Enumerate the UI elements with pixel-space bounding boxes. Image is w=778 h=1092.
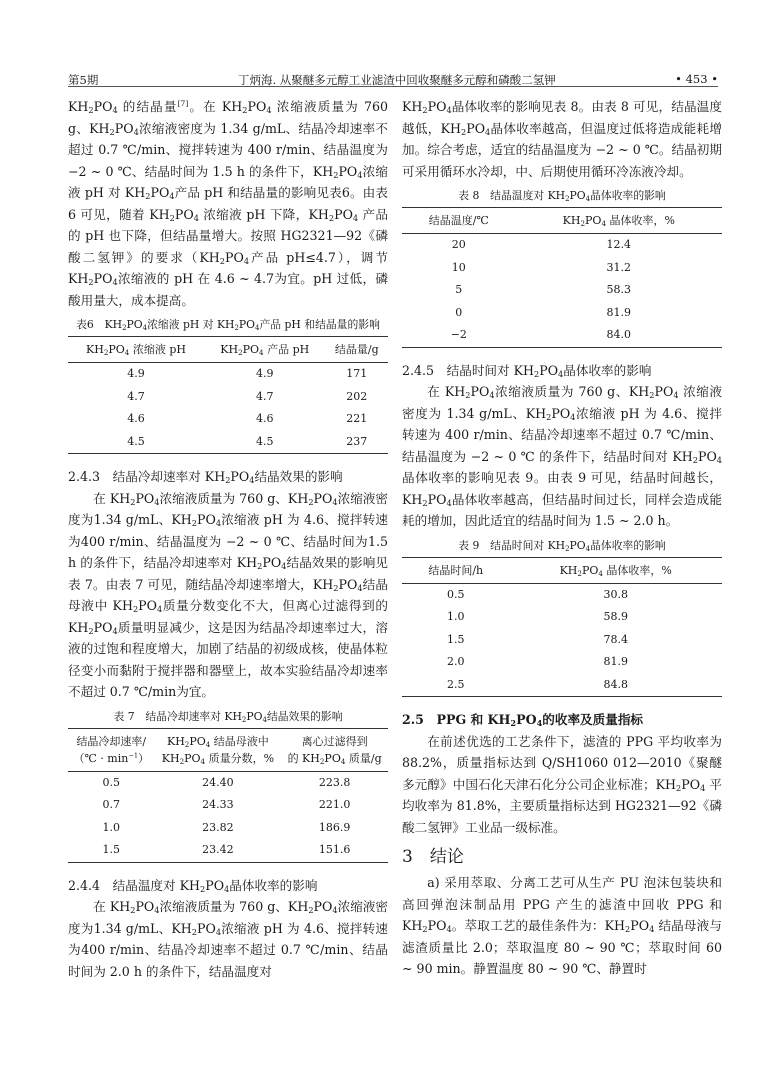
table-cell: 202 — [346, 389, 368, 403]
table-cell: 31.2 — [606, 260, 632, 274]
table-cell: 0.7 — [102, 798, 121, 811]
table-cell: 186.9 — [318, 820, 351, 834]
table6-header: $KH_2PO_4$ 浓缩液 pH — [86, 343, 186, 357]
table8-row — [402, 324, 722, 347]
header-rule — [68, 86, 718, 87]
table9-row — [402, 606, 722, 629]
table-cell: 4.5 — [256, 434, 274, 448]
left-column — [68, 96, 388, 982]
table9-row — [402, 674, 722, 697]
table7-header-mass-fraction: $KH_2PO_4$ 结晶母液中 $KH_2PO_4$ 质量分数，% — [161, 734, 275, 766]
table7-header-mass: 离心过滤得到 的 $KH_2PO_4$ 质量/g — [287, 734, 382, 766]
right-column — [402, 96, 722, 980]
table-cell: 1.5 — [446, 632, 465, 646]
table-cell: 0.5 — [446, 587, 465, 601]
paragraph-temperature-cont: $KH_2PO_4$晶体收率的影响见表 8。由表 8 可见，结晶温度越低，$KH_2PO_4$晶体收率越高，但温度过低将造成能耗增加。综合考虑，适宜的结晶温度为 −2 ~ 0 ℃。结晶初期可采用循环水冷却，中、后期使用循环冷冻液冷却。 — [402, 99, 722, 179]
table7 — [68, 728, 388, 863]
table6-row — [68, 363, 388, 386]
table9-header-row — [402, 557, 722, 583]
table8-row — [402, 257, 722, 280]
table8-header: 结晶温度/℃ — [428, 214, 489, 227]
table7-row — [68, 794, 388, 817]
table6-row — [68, 386, 388, 409]
table-cell: 12.4 — [606, 238, 632, 251]
table9 — [402, 557, 722, 698]
table-cell: 171 — [346, 367, 368, 380]
table6-header: $KH_2PO_4$ 产品 pH — [220, 343, 310, 357]
table-cell: 151.6 — [318, 843, 351, 856]
table8-row — [402, 234, 722, 257]
paragraph-yield: 在前述优选的工艺条件下，滤渣的 PPG 平均收率为 88.2%，质量指标达到 Q/SH1060 012—2010《聚醚多元醇》中国石化天津石化分公司企业标准；$KH_2PO_4$ 平均收率为 81.8%，主要质量指标达到 HG2321—92《磷酸二氢钾》工业品一级标准。 — [402, 733, 722, 835]
table-cell: 23.82 — [202, 820, 234, 834]
table9-caption: 表 9 结晶时间对 $KH_2PO_4$晶体收率的影响 — [458, 538, 666, 553]
paragraph-temperature: 在 $KH_2PO_4$浓缩液质量为 760 g、$KH_2PO_4$浓缩液密度为1.34 g/mL、$KH_2PO_4$浓缩液 pH 为 4.6、搅拌转速为400 r/min、结晶冷却速率不超过 0.7 ℃/min、结晶时间为 2.0 h 的条件下，结晶温度对 — [68, 899, 389, 979]
table7-header-cooling-rate: 结晶冷却速率/ （℃ · $\min^{-1}$） — [73, 734, 150, 765]
table6-header: 结晶量/g — [334, 343, 379, 356]
table-cell: 4.9 — [127, 367, 145, 380]
table-cell: 1.0 — [446, 610, 465, 623]
table-cell: 2.0 — [446, 655, 465, 668]
table-cell: 221 — [346, 412, 368, 425]
table-cell: 84.8 — [603, 677, 628, 691]
table6-row — [68, 408, 388, 431]
table-cell: 78.4 — [603, 632, 628, 646]
table-cell: 4.7 — [256, 389, 274, 403]
table-cell: 237 — [346, 434, 368, 448]
paragraph-cooling-rate: 在 $KH_2PO_4$浓缩液质量为 760 g、$KH_2PO_4$浓缩液密度为1.34 g/mL、$KH_2PO_4$浓缩液 pH 为 4.6、搅拌转速为400 r/min、结晶温度为 −2 ~ 0 ℃、结晶时间为1.5 h 的条件下，结晶冷却速率对 $KH_2PO_4$结晶效果的影响见表 7。由表 7 可见，随结晶冷却速率增大，$KH_2PO_4$结晶母液中 $KH_2PO_4$质量分数变化不大，但离心过滤得到的 $KH_2PO_4$质量明显减少，这是因为结晶冷却速率过大，溶液的过饱和程度增大，加剧了结晶的初级成核，使晶体粒径变小而黏附于搅拌器和器壁上，故本实验结晶冷却速率不超过 0.7 ℃/min为宜。 — [68, 490, 389, 699]
table7-row — [68, 771, 388, 794]
table-cell: 84.0 — [606, 328, 632, 341]
table8-row — [402, 279, 722, 302]
table6 — [68, 336, 388, 454]
table-cell: −2 — [450, 328, 467, 341]
section-3-title: 3 结论 — [402, 847, 464, 867]
table6-row — [68, 431, 388, 454]
table-cell: 4.9 — [256, 367, 274, 380]
page-number: • 453 • — [675, 72, 718, 86]
running-title: 丁炳海. 从聚醚多元醇工业滤渣中回收聚醚多元醇和磷酸二氢钾 — [238, 73, 556, 87]
table-cell: 24.40 — [202, 775, 234, 789]
table8 — [402, 207, 722, 348]
table-cell: 1.5 — [102, 843, 121, 856]
table7-row — [68, 839, 388, 862]
table7-header-row — [68, 728, 388, 771]
table-cell: 1.0 — [102, 820, 121, 834]
table9-row — [402, 651, 722, 674]
table9-row — [402, 583, 722, 606]
section-2-4-5-title: 2.4.5 结晶时间对 $KH_2PO_4$晶体收率的影响 — [402, 362, 652, 379]
table9-header: $KH_2PO_4$ 晶体收率，% — [559, 563, 672, 578]
paragraph-ph-effect: $KH_2PO_4$ 的结晶量[7]。在 $KH_2PO_4$ 浓缩液质量为 760 g、$KH_2PO_4$浓缩液密度为 1.34 g/mL、结晶冷却速率不超过 0.7 ℃/min、搅拌转速为 400 r/min、结晶温度为 −2 ~ 0 ℃、结晶时间为 1.5 h 的条件下，$KH_2PO_4$浓缩液 pH 对 $KH_2PO_4$产品 pH 和结晶量的影响见表6。由表 6 可见，随着 $KH_2PO_4$ 浓缩液 pH 下降，$KH_2PO_4$ 产品的 pH 也下降，但结晶量增大。按照 HG2321—92《磷酸二氢钾》的要求（$KH_2PO_4$产品 pH≤4.7），调节 $KH_2PO_4$浓缩液的 pH 在 4.6 ~ 4.7为宜。pH 过低，磷酸用量大，成本提高。 — [68, 98, 388, 308]
table-cell: 0 — [455, 305, 463, 319]
paragraph-time: 在 $KH_2PO_4$浓缩液质量为 760 g、$KH_2PO_4$ 浓缩液密度为 1.34 g/mL、$KH_2PO_4$浓缩液 pH 为 4.6、搅拌转速为 400 r/min、结晶冷却速率不超过 0.7 ℃/min、结晶温度为 −2 ~ 0 ℃ 的条件下，结晶时间对 $KH_2PO_4$晶体收率的影响见表 9。由表 9 可见，结晶时间越长，$KH_2PO_4$晶体收率越高，但结晶时间过长，同样会造成能耗的增加，因此适宜的结晶时间为 1.5 ~ 2.0 h。 — [402, 384, 722, 528]
table-cell: 4.7 — [127, 389, 145, 403]
table-cell: 0.5 — [102, 775, 121, 789]
table8-row — [402, 302, 722, 325]
table-cell: 4.5 — [127, 434, 145, 448]
table8-caption: 表 8 结晶温度对 $KH_2PO_4$晶体收率的影响 — [458, 189, 666, 203]
table-cell: 221.0 — [318, 798, 351, 811]
table7-row — [68, 817, 388, 840]
table-cell: 2.5 — [446, 677, 465, 691]
table-cell: 4.6 — [127, 412, 145, 425]
table-cell: 58.9 — [603, 610, 628, 623]
table-cell: 24.33 — [202, 798, 234, 811]
table8-header: $KH_2PO_4$ 晶体收率，% — [562, 214, 675, 228]
table-cell: 23.42 — [202, 843, 234, 856]
issue-number: 第5期 — [68, 73, 99, 87]
section-2-4-3-title: 2.4.3 结晶冷却速率对 $KH_2PO_4$结晶效果的影响 — [68, 469, 343, 486]
table-cell: 58.3 — [606, 283, 632, 296]
table-cell: 81.9 — [603, 655, 628, 668]
table-cell: 81.9 — [606, 305, 632, 319]
table-cell: 20 — [451, 238, 466, 251]
table9-row — [402, 629, 722, 652]
table7-caption: 表 7 结晶冷却速率对 $KH_2PO_4$结晶效果的影响 — [113, 709, 343, 724]
table6-header-row — [68, 337, 388, 363]
section-2-4-4-title: 2.4.4 结晶温度对 $KH_2PO_4$晶体收率的影响 — [68, 877, 318, 894]
table-cell: 30.8 — [603, 587, 628, 601]
section-2-5-title: 2.5 PPG 和 $KH_2PO_4$的收率及质量指标 — [402, 712, 644, 729]
table-cell: 10 — [451, 260, 466, 274]
table-cell: 5 — [455, 283, 463, 296]
paragraph-conclusion-a: a) 采用萃取、分离工艺可从生产 PU 泡沫包装块和高回弹泡沫制品用 PPG 产生的滤渣中回收 PPG 和 $KH_2PO_4$。萃取工艺的最佳条件为：$KH_2PO_4$ 结晶母液与滤渣质量比 2.0；萃取温度 80 ~ 90 ℃；萃取时间 60 ~ 90 min。静置温度 80 ~ 90 ℃、静置时 — [402, 875, 722, 976]
table8-header-row — [402, 208, 722, 234]
table-cell: 4.6 — [256, 412, 274, 425]
table6-caption: 表6 $KH_2PO_4$浓缩液 pH 对 $KH_2PO_4$产品 pH 和结晶量的影响 — [76, 318, 380, 332]
table-cell: 223.8 — [318, 775, 351, 789]
table9-header: 结晶时间/h — [428, 563, 484, 577]
